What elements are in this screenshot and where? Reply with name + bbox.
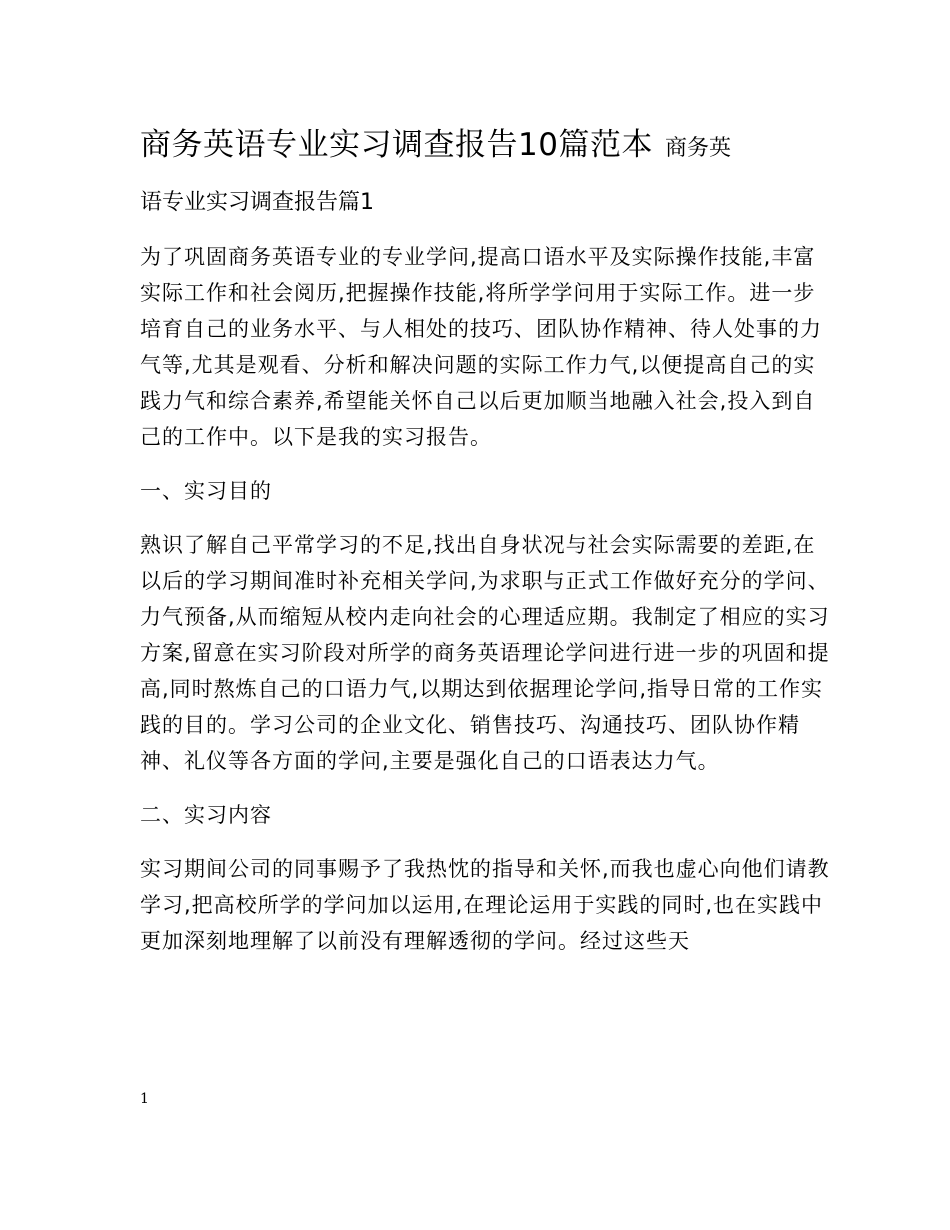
section-paragraph-content: 实习期间公司的同事赐予了我热忱的指导和关怀,而我也虚心向他们请教学习,把高校所学的学问加以运用,在理论运用于实践的同时,也在实践中更加深刻地理解了以前没有理解透彻的学问。经过这些天 xyxy=(140,857,830,953)
intro-paragraph: 为了巩固商务英语专业的专业学问,提高口语水平及实际操作技能,丰富实际工作和社会阅历,把握操作技能,将所学学问用于实际工作。进一步培育自己的业务水平、与人相处的技巧、团队协作精神、待人处事的力气等,尤其是观看、分析和解决问题的实际工作力气,以便提高自己的实践力气和综合素养,希望能关怀自己以后更加顺当地融入社会,投入到自己的工作中。以下是我的实习报告。 xyxy=(140,245,822,449)
page-number: 1 xyxy=(140,1091,149,1107)
document-subtitle: 语专业实习调查报告篇1 xyxy=(140,190,374,215)
section-paragraph-purpose: 熟识了解自己平常学习的不足,找出自身状况与社会实际需要的差距,在以后的学习期间准时补充相关学问,为求职与正式工作做好充分的学问、力气预备,从而缩短从校内走向社会的心理适应期。我制定了相应的实习方案,留意在实习阶段对所学的商务英语理论学问进行进一步的巩固和提高,同时熬炼自己的口语力气,以期达到依据理论学问,指导日常的工作实践的目的。学习公司的企业文化、销售技巧、沟通技巧、团队协作精神、礼仪等各方面的学问,主要是强化自己的口语表达力气。 xyxy=(140,533,830,773)
section-heading-purpose: 一、实习目的 xyxy=(140,479,272,503)
document-content xyxy=(140,122,830,959)
document-title: 商务英语专业实习调查报告10篇范本 xyxy=(140,127,653,163)
title-suffix: 商务英 xyxy=(664,136,731,161)
title-line xyxy=(140,122,830,173)
section-heading-content: 二、实习内容 xyxy=(140,803,272,827)
